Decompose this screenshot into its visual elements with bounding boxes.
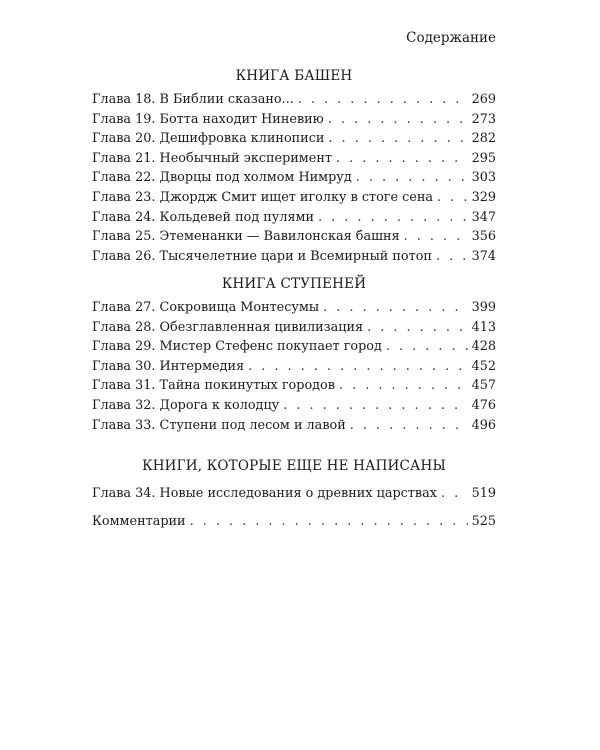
dot-leader xyxy=(339,376,468,396)
page-number: 282 xyxy=(471,131,496,147)
dot-leader xyxy=(404,227,468,247)
entry-label: Глава 24. Кольдевей под пулями xyxy=(92,209,315,225)
page-number: 413 xyxy=(471,319,496,335)
page-number: 457 xyxy=(471,378,496,394)
dot-leader xyxy=(318,208,468,228)
toc-entry[interactable] xyxy=(92,512,496,532)
toc-entry[interactable] xyxy=(92,416,496,436)
toc-entry[interactable] xyxy=(92,110,496,130)
entry-label: Глава 21. Необычный эксперимент xyxy=(92,150,332,166)
page-number: 525 xyxy=(471,514,496,529)
entry-label: Комментарии xyxy=(92,514,186,529)
dot-leader xyxy=(298,90,468,110)
toc-entry[interactable] xyxy=(92,247,496,267)
section-title: КНИГИ, КОТОРЫЕ ЕЩЕ НЕ НАПИСАНЫ xyxy=(142,458,446,474)
toc-entry[interactable] xyxy=(92,337,496,357)
dot-leader xyxy=(367,318,467,338)
page-number: 452 xyxy=(471,358,496,374)
toc-entry[interactable] xyxy=(92,484,496,504)
entry-label: Глава 30. Интермедия xyxy=(92,358,245,374)
entry-label: Глава 31. Тайна покинутых городов xyxy=(92,378,335,394)
dot-leader xyxy=(356,168,468,188)
entry-label: Глава 33. Ступени под лесом и лавой xyxy=(92,417,346,433)
toc-entry[interactable] xyxy=(92,188,496,208)
page-number: 519 xyxy=(471,486,496,501)
dot-leader xyxy=(436,247,468,267)
dot-leader xyxy=(386,337,468,357)
toc-entry[interactable] xyxy=(92,318,496,338)
page-number: 273 xyxy=(471,111,496,127)
page-number: 399 xyxy=(471,300,496,315)
dot-leader xyxy=(328,110,468,130)
toc-entry[interactable] xyxy=(92,227,496,247)
entry-label: Глава 34. Новые исследования о древних царствах xyxy=(92,486,437,501)
page-number: 496 xyxy=(471,417,496,433)
entry-label: Глава 18. В Библии сказано... xyxy=(92,92,294,107)
section-title: КНИГА БАШЕН xyxy=(235,68,353,84)
entry-label: Глава 23. Джордж Смит ищет иголку в стоге сена xyxy=(92,189,434,205)
page-number: 428 xyxy=(471,339,496,355)
toc-entry[interactable] xyxy=(92,90,496,110)
toc-entry[interactable] xyxy=(92,396,496,416)
running-head: Содержание xyxy=(406,30,496,46)
dot-leader xyxy=(323,298,467,318)
toc-entry[interactable] xyxy=(92,149,496,169)
dot-leader xyxy=(336,149,468,169)
toc-section-book-of-towers xyxy=(92,66,496,266)
entry-label: Глава 19. Ботта находит Ниневию xyxy=(92,111,324,127)
toc-entry[interactable] xyxy=(92,129,496,149)
entry-label: Глава 29. Мистер Стефенс покупает город xyxy=(92,339,382,355)
entry-label: Глава 25. Этеменанки — Вавилонская башня xyxy=(92,229,400,245)
toc-entry[interactable] xyxy=(92,208,496,228)
dot-leader xyxy=(248,357,467,377)
toc-entry[interactable] xyxy=(92,168,496,188)
dot-leader xyxy=(441,484,468,504)
dot-leader xyxy=(437,188,468,208)
dot-leader xyxy=(328,129,467,149)
dot-leader xyxy=(350,416,468,436)
toc-section-book-of-steps xyxy=(92,274,496,435)
entry-label: Глава 26. Тысячелетние цари и Всемирный потоп xyxy=(92,248,432,264)
toc-section-unwritten-books xyxy=(92,456,496,504)
page-number: 303 xyxy=(471,170,496,186)
entry-label: Глава 27. Сокровища Монтесумы xyxy=(92,300,320,315)
toc-entry[interactable] xyxy=(92,357,496,377)
dot-leader xyxy=(283,396,467,416)
page-number: 374 xyxy=(471,248,496,264)
page-number: 329 xyxy=(471,189,496,205)
entry-label: Глава 22. Дворцы под холмом Нимруд xyxy=(92,170,352,186)
page-number: 295 xyxy=(471,150,496,166)
page-number: 356 xyxy=(471,229,496,245)
entry-label: Глава 20. Дешифровка клинописи xyxy=(92,131,325,147)
entry-label: Глава 32. Дорога к колодцу xyxy=(92,397,280,413)
section-title: КНИГА СТУПЕНЕЙ xyxy=(221,276,367,292)
page-number: 476 xyxy=(471,397,496,413)
toc-commentary xyxy=(92,512,496,532)
dot-leader xyxy=(190,512,468,532)
page-number: 347 xyxy=(471,209,496,225)
toc-entry[interactable] xyxy=(92,376,496,396)
entry-label: Глава 28. Обезглавленная цивилизация xyxy=(92,319,364,335)
toc-entry[interactable] xyxy=(92,298,496,318)
page-number: 269 xyxy=(471,92,496,107)
